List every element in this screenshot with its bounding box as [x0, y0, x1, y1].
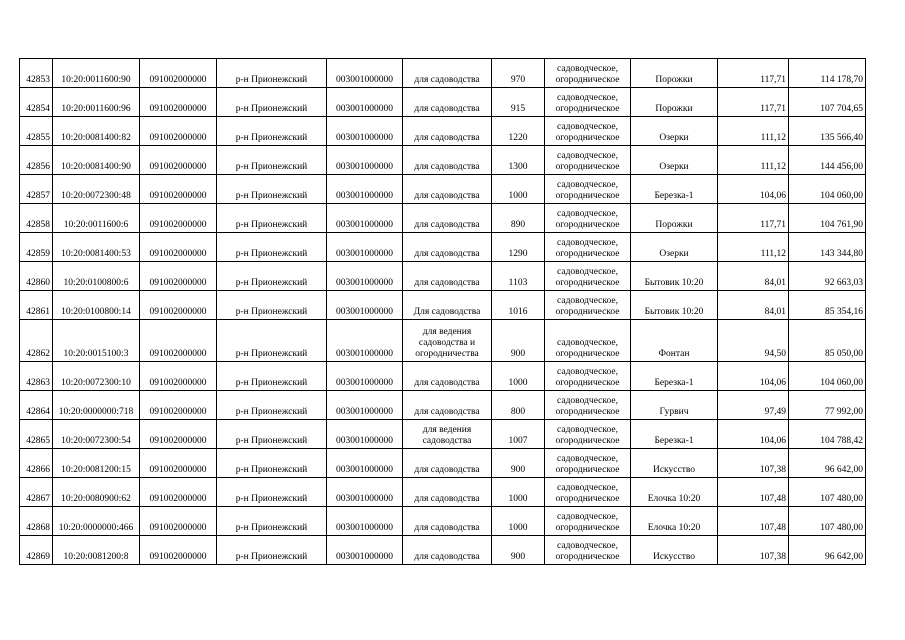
cell-specific-value: 107,48 [718, 507, 789, 536]
cell-locality: Порожки [631, 204, 718, 233]
cell-specific-value: 117,71 [718, 88, 789, 117]
cell-permitted-use: для садоводства [403, 391, 492, 420]
cell-oktmo-code: 003001000000 [327, 204, 403, 233]
cell-record-number: 42855 [20, 117, 53, 146]
cell-cadastral-number: 10:20:0081400:82 [53, 117, 140, 146]
cell-area: 1000 [492, 478, 545, 507]
cell-cadastral-value: 85 354,16 [789, 291, 866, 320]
table-row [20, 291, 866, 320]
cell-use-category: садоводческое, огородническое [545, 88, 631, 117]
cell-district: р-н Прионежский [217, 204, 327, 233]
cell-specific-value: 97,49 [718, 391, 789, 420]
cell-specific-value: 94,50 [718, 320, 789, 362]
cell-okato-code: 091002000000 [140, 320, 217, 362]
cell-area: 900 [492, 449, 545, 478]
cell-specific-value: 84,01 [718, 291, 789, 320]
cell-record-number: 42865 [20, 420, 53, 449]
cell-locality: Бытовик 10:20 [631, 291, 718, 320]
table-row [20, 420, 866, 449]
cell-oktmo-code: 003001000000 [327, 320, 403, 362]
cell-district: р-н Прионежский [217, 507, 327, 536]
cell-locality: Искусство [631, 449, 718, 478]
table-row [20, 507, 866, 536]
cell-okato-code: 091002000000 [140, 262, 217, 291]
cell-cadastral-number: 10:20:0011600:6 [53, 204, 140, 233]
cell-okato-code: 091002000000 [140, 507, 217, 536]
cell-use-category: садоводческое, огородническое [545, 204, 631, 233]
cell-cadastral-number: 10:20:0015100:3 [53, 320, 140, 362]
cell-area: 1300 [492, 146, 545, 175]
cell-cadastral-value: 144 456,00 [789, 146, 866, 175]
cell-locality: Озерки [631, 146, 718, 175]
cell-area: 1000 [492, 175, 545, 204]
cell-use-category: садоводческое, огородническое [545, 362, 631, 391]
cell-district: р-н Прионежский [217, 391, 327, 420]
table-row [20, 88, 866, 117]
cell-cadastral-number: 10:20:0081400:90 [53, 146, 140, 175]
cell-cadastral-value: 96 642,00 [789, 449, 866, 478]
cell-locality: Березка-1 [631, 175, 718, 204]
cell-permitted-use: для садоводства [403, 175, 492, 204]
cell-record-number: 42856 [20, 146, 53, 175]
table-row [20, 204, 866, 233]
cell-cadastral-number: 10:20:0081400:53 [53, 233, 140, 262]
cell-locality: Гурвич [631, 391, 718, 420]
cell-cadastral-value: 104 788,42 [789, 420, 866, 449]
table-row [20, 362, 866, 391]
cell-oktmo-code: 003001000000 [327, 507, 403, 536]
cell-okato-code: 091002000000 [140, 117, 217, 146]
cell-permitted-use: для садоводства [403, 362, 492, 391]
cell-cadastral-number: 10:20:0100800:6 [53, 262, 140, 291]
cell-oktmo-code: 003001000000 [327, 59, 403, 88]
cell-oktmo-code: 003001000000 [327, 88, 403, 117]
cell-use-category: садоводческое, огородническое [545, 507, 631, 536]
cell-permitted-use: для садоводства [403, 536, 492, 565]
cell-district: р-н Прионежский [217, 117, 327, 146]
cell-locality: Озерки [631, 233, 718, 262]
cell-oktmo-code: 003001000000 [327, 146, 403, 175]
cell-specific-value: 107,38 [718, 536, 789, 565]
cell-record-number: 42867 [20, 478, 53, 507]
cell-oktmo-code: 003001000000 [327, 175, 403, 204]
cell-area: 890 [492, 204, 545, 233]
cell-locality: Елочка 10:20 [631, 478, 718, 507]
cell-cadastral-number: 10:20:0000000:466 [53, 507, 140, 536]
cell-oktmo-code: 003001000000 [327, 449, 403, 478]
cell-okato-code: 091002000000 [140, 291, 217, 320]
cell-record-number: 42869 [20, 536, 53, 565]
cell-district: р-н Прионежский [217, 262, 327, 291]
table-row [20, 536, 866, 565]
cell-permitted-use: для садоводства [403, 478, 492, 507]
cell-use-category: садоводческое, огородническое [545, 449, 631, 478]
cell-oktmo-code: 003001000000 [327, 478, 403, 507]
table-row [20, 391, 866, 420]
cell-specific-value: 107,48 [718, 478, 789, 507]
cell-specific-value: 117,71 [718, 204, 789, 233]
cell-permitted-use: для садоводства [403, 233, 492, 262]
cell-locality: Елочка 10:20 [631, 507, 718, 536]
cell-oktmo-code: 003001000000 [327, 233, 403, 262]
cell-area: 900 [492, 320, 545, 362]
cell-cadastral-number: 10:20:0100800:14 [53, 291, 140, 320]
cell-okato-code: 091002000000 [140, 420, 217, 449]
table-row [20, 117, 866, 146]
table-row [20, 175, 866, 204]
cell-permitted-use: для ведения садоводства и огородничества [403, 320, 492, 362]
cell-oktmo-code: 003001000000 [327, 262, 403, 291]
cell-okato-code: 091002000000 [140, 146, 217, 175]
cell-okato-code: 091002000000 [140, 88, 217, 117]
cell-record-number: 42864 [20, 391, 53, 420]
cell-cadastral-value: 107 480,00 [789, 507, 866, 536]
land-registry-table [19, 58, 866, 565]
cell-cadastral-number: 10:20:0072300:10 [53, 362, 140, 391]
cell-cadastral-value: 92 663,03 [789, 262, 866, 291]
cell-cadastral-value: 104 060,00 [789, 362, 866, 391]
cell-area: 1007 [492, 420, 545, 449]
cell-specific-value: 111,12 [718, 233, 789, 262]
cell-area: 970 [492, 59, 545, 88]
cell-use-category: садоводческое, огородническое [545, 536, 631, 565]
cell-specific-value: 117,71 [718, 59, 789, 88]
cell-cadastral-number: 10:20:0081200:8 [53, 536, 140, 565]
cell-specific-value: 104,06 [718, 175, 789, 204]
cell-oktmo-code: 003001000000 [327, 420, 403, 449]
cell-record-number: 42853 [20, 59, 53, 88]
cell-district: р-н Прионежский [217, 449, 327, 478]
cell-area: 900 [492, 536, 545, 565]
table-row [20, 449, 866, 478]
cell-district: р-н Прионежский [217, 320, 327, 362]
cell-district: р-н Прионежский [217, 291, 327, 320]
cell-cadastral-number: 10:20:0081200:15 [53, 449, 140, 478]
cell-district: р-н Прионежский [217, 59, 327, 88]
cell-specific-value: 104,06 [718, 362, 789, 391]
cell-cadastral-number: 10:20:0072300:48 [53, 175, 140, 204]
cell-locality: Бытовик 10:20 [631, 262, 718, 291]
table-row [20, 146, 866, 175]
cell-locality: Березка-1 [631, 420, 718, 449]
table-row [20, 59, 866, 88]
cell-area: 915 [492, 88, 545, 117]
cell-cadastral-value: 85 050,00 [789, 320, 866, 362]
cell-oktmo-code: 003001000000 [327, 362, 403, 391]
cell-permitted-use: для ведения садоводства [403, 420, 492, 449]
cell-record-number: 42863 [20, 362, 53, 391]
cell-specific-value: 107,38 [718, 449, 789, 478]
cell-use-category: садоводческое, огородническое [545, 175, 631, 204]
cell-use-category: садоводческое, огородническое [545, 59, 631, 88]
cell-locality: Озерки [631, 117, 718, 146]
cell-locality: Искусство [631, 536, 718, 565]
cell-oktmo-code: 003001000000 [327, 117, 403, 146]
cell-oktmo-code: 003001000000 [327, 391, 403, 420]
cell-area: 1016 [492, 291, 545, 320]
cell-record-number: 42859 [20, 233, 53, 262]
cell-district: р-н Прионежский [217, 233, 327, 262]
cell-cadastral-value: 107 704,65 [789, 88, 866, 117]
cell-district: р-н Прионежский [217, 536, 327, 565]
cell-use-category: садоводческое, огородническое [545, 291, 631, 320]
cell-use-category: садоводческое, огородническое [545, 262, 631, 291]
cell-area: 1103 [492, 262, 545, 291]
cell-permitted-use: для садоводства [403, 59, 492, 88]
cell-use-category: садоводческое, огородническое [545, 420, 631, 449]
cell-cadastral-value: 135 566,40 [789, 117, 866, 146]
cell-use-category: садоводческое, огородническое [545, 146, 631, 175]
cell-okato-code: 091002000000 [140, 362, 217, 391]
cell-permitted-use: для садоводства [403, 449, 492, 478]
cell-okato-code: 091002000000 [140, 391, 217, 420]
cell-okato-code: 091002000000 [140, 449, 217, 478]
cell-record-number: 42866 [20, 449, 53, 478]
cell-record-number: 42857 [20, 175, 53, 204]
cell-cadastral-number: 10:20:0011600:96 [53, 88, 140, 117]
cell-use-category: садоводческое, огородническое [545, 478, 631, 507]
cell-permitted-use: для садоводства [403, 146, 492, 175]
cell-okato-code: 091002000000 [140, 536, 217, 565]
cell-cadastral-number: 10:20:0080900:62 [53, 478, 140, 507]
cell-permitted-use: для садоводства [403, 262, 492, 291]
table-row [20, 233, 866, 262]
cell-cadastral-value: 96 642,00 [789, 536, 866, 565]
cell-locality: Порожки [631, 88, 718, 117]
table-row [20, 478, 866, 507]
cell-permitted-use: для садоводства [403, 88, 492, 117]
cell-use-category: садоводческое, огородническое [545, 391, 631, 420]
cell-specific-value: 104,06 [718, 420, 789, 449]
cell-record-number: 42868 [20, 507, 53, 536]
cell-permitted-use: для садоводства [403, 204, 492, 233]
cell-permitted-use: для садоводства [403, 117, 492, 146]
cell-use-category: садоводческое, огородническое [545, 233, 631, 262]
cell-area: 1000 [492, 507, 545, 536]
registry-body [20, 59, 866, 565]
cell-locality: Фонтан [631, 320, 718, 362]
cell-district: р-н Прионежский [217, 420, 327, 449]
cell-district: р-н Прионежский [217, 362, 327, 391]
cell-district: р-н Прионежский [217, 478, 327, 507]
table-row [20, 262, 866, 291]
cell-cadastral-number: 10:20:0011600:90 [53, 59, 140, 88]
cell-cadastral-value: 77 992,00 [789, 391, 866, 420]
cell-record-number: 42858 [20, 204, 53, 233]
cell-permitted-use: Для садоводства [403, 291, 492, 320]
cell-record-number: 42861 [20, 291, 53, 320]
cell-record-number: 42860 [20, 262, 53, 291]
cell-area: 1000 [492, 362, 545, 391]
cell-okato-code: 091002000000 [140, 478, 217, 507]
cell-cadastral-value: 114 178,70 [789, 59, 866, 88]
cell-cadastral-value: 104 761,90 [789, 204, 866, 233]
cell-area: 1220 [492, 117, 545, 146]
cell-use-category: садоводческое, огородническое [545, 320, 631, 362]
cell-locality: Порожки [631, 59, 718, 88]
cell-okato-code: 091002000000 [140, 175, 217, 204]
cell-permitted-use: для садоводства [403, 507, 492, 536]
cell-locality: Березка-1 [631, 362, 718, 391]
cell-cadastral-value: 143 344,80 [789, 233, 866, 262]
cell-record-number: 42854 [20, 88, 53, 117]
cell-use-category: садоводческое, огородническое [545, 117, 631, 146]
cell-specific-value: 111,12 [718, 146, 789, 175]
cell-district: р-н Прионежский [217, 146, 327, 175]
cell-specific-value: 84,01 [718, 262, 789, 291]
cell-cadastral-number: 10:20:0000000:718 [53, 391, 140, 420]
cell-okato-code: 091002000000 [140, 59, 217, 88]
cell-specific-value: 111,12 [718, 117, 789, 146]
cell-cadastral-number: 10:20:0072300:54 [53, 420, 140, 449]
cell-oktmo-code: 003001000000 [327, 291, 403, 320]
cell-area: 1290 [492, 233, 545, 262]
cell-cadastral-value: 104 060,00 [789, 175, 866, 204]
cell-okato-code: 091002000000 [140, 233, 217, 262]
cell-area: 800 [492, 391, 545, 420]
table-row [20, 320, 866, 362]
cell-oktmo-code: 003001000000 [327, 536, 403, 565]
cell-record-number: 42862 [20, 320, 53, 362]
cell-cadastral-value: 107 480,00 [789, 478, 866, 507]
cell-district: р-н Прионежский [217, 175, 327, 204]
cell-district: р-н Прионежский [217, 88, 327, 117]
cell-okato-code: 091002000000 [140, 204, 217, 233]
